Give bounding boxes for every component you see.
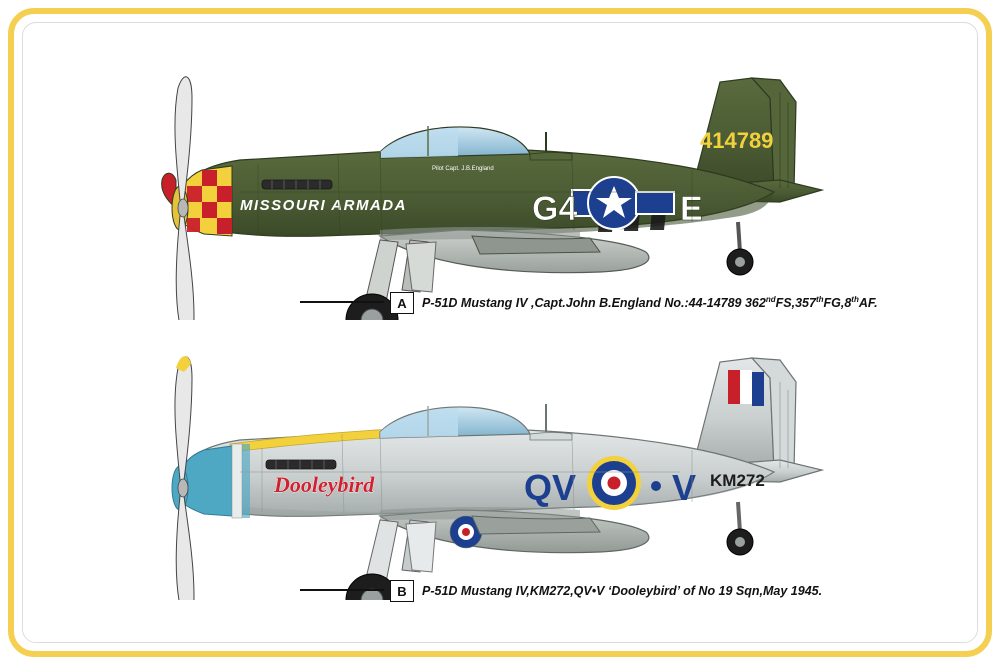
nose-art-text: Dooleybird	[274, 472, 375, 497]
caption-rule-a	[300, 301, 384, 303]
tail-wheel	[727, 222, 753, 275]
propeller-hub	[178, 479, 188, 497]
caption-b	[390, 580, 822, 602]
aircraft-illustration-a	[80, 40, 920, 320]
fuselage-serial: KM272	[710, 471, 765, 490]
caption-rule-b	[300, 589, 384, 591]
caption-a	[390, 292, 878, 314]
pilot-name-stencil: Pilot Capt. J.B.England	[432, 166, 494, 172]
fin-flash	[728, 370, 764, 406]
fuselage-code-right: V	[672, 467, 697, 508]
caption-badge-b: B	[390, 580, 414, 602]
canopy-fairing	[530, 433, 572, 441]
tail-serial: 414789	[700, 128, 774, 153]
radiator-scoop	[472, 516, 600, 534]
fuselage-code-left: G4	[532, 190, 578, 228]
aircraft-illustration-b	[80, 320, 920, 600]
nose-art-text: MISSOURI ARMADA	[240, 197, 407, 214]
fuselage-code-left: QV	[524, 467, 577, 508]
canopy-fairing	[530, 153, 572, 161]
propeller-hub	[178, 199, 188, 217]
caption-badge-a: A	[390, 292, 414, 314]
exhaust-stacks	[262, 180, 332, 189]
code-separator-dot	[651, 481, 661, 491]
propeller-blade-lower	[176, 496, 194, 600]
fuselage-code-right: E	[680, 190, 703, 228]
exhaust-stacks	[266, 460, 336, 469]
caption-text-b: P-51D Mustang IV,KM272,QV•V ‘Dooleybird’ of No 19 Sqn,May 1945.	[422, 584, 823, 598]
radiator-scoop	[472, 236, 600, 254]
aircraft-profile-b	[80, 320, 920, 600]
aircraft-profile-a	[80, 40, 920, 320]
caption-text-a: P-51D Mustang IV ,Capt.John B.England No.:44-14789 362ndFS,357thFG,8thAF.	[422, 295, 878, 311]
tail-wheel	[727, 502, 753, 555]
fuselage-roundel	[587, 456, 641, 510]
